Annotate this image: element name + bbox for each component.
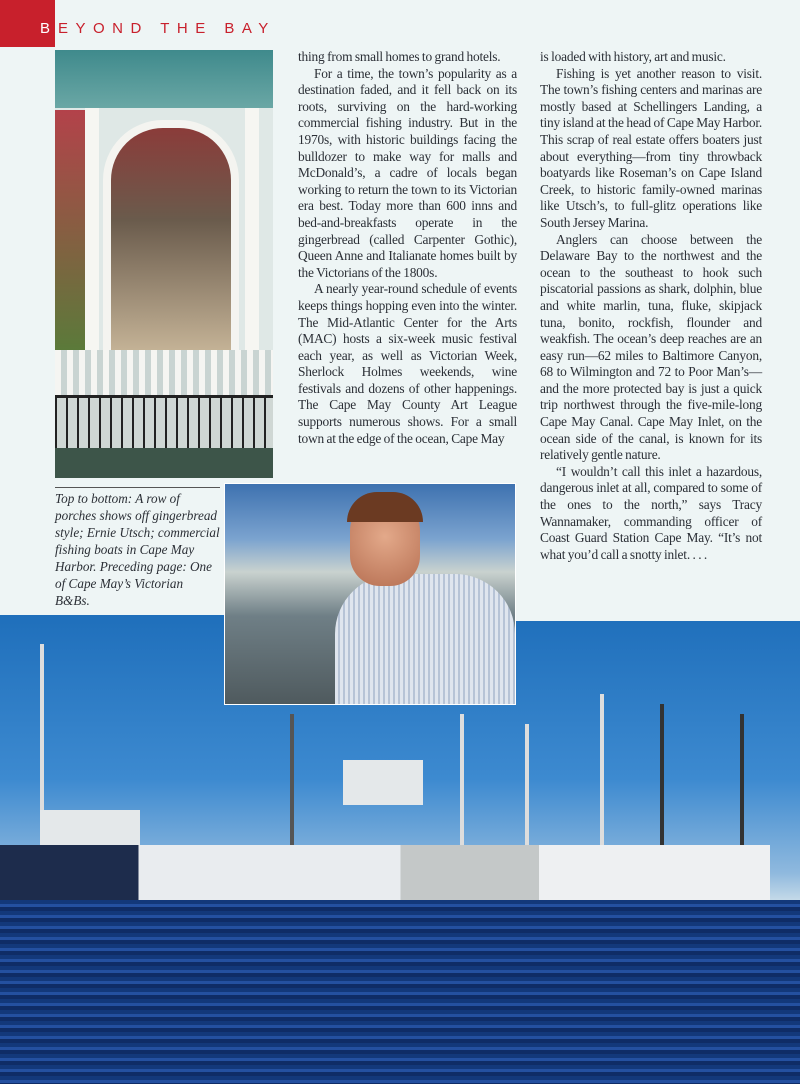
- portrait-photo: [224, 483, 516, 705]
- paragraph: thing from small homes to grand hotels.: [298, 49, 501, 64]
- paragraph: For a time, the town’s popularity as a destination faded, and it fell back on its roots, surviving on the hard-working commercial fishing industry. But in the 1970s, with historic buildings facing the bulldozer to make way for malls and McDonald’s, a cadre of locals began working to return the town to its Victorian era best. Today more than 600 inns and bed-and-breakfasts operate in the gingerbread (called Carpenter Gothic), Queen Anne and Italianate homes built by the Victorians of the 1800s.: [298, 65, 517, 280]
- photo-caption: Top to bottom: A row of porches shows off gingerbread style; Ernie Utsch; commercial fishing boats in Cape May Harbor. Preceding page: One of Cape May’s Victorian B&Bs.: [55, 487, 220, 609]
- paragraph: is loaded with history, art and music.: [540, 49, 726, 64]
- section-header-title: EYOND THE BAY: [58, 20, 276, 37]
- porch-photo: [55, 50, 273, 478]
- article-column-1: [298, 49, 517, 447]
- paragraph: “I wouldn’t call this inlet a hazardous, dangerous inlet at all, compared to some of the ones to the north,” says Tracy Wannamaker, commanding officer of Coast Guard Station Cape May. “It’s not what you’d call a snotty inlet. . . .: [540, 463, 762, 562]
- paragraph: Anglers can choose between the Delaware Bay to the northwest and the ocean to the southeast to hook such piscatorial passions as shark, dolphin, blue and white marlin, tuna, fluke, skipjack tuna, bonito, rockfish, flounder and weakfish. The ocean’s deep reaches are an easy run—62 miles to Baltimore Canyon, 68 to Wilmington and 72 to Poor Man’s—and the more protected bay is just a quick trip northwest through the five-mile-long Cape May Canal. Cape May Inlet, on the ocean side of the canal, is known for its relatively gentle nature.: [540, 231, 762, 463]
- article-column-2: [540, 49, 762, 563]
- paragraph: Fishing is yet another reason to visit. The town’s fishing centers and marinas are mostly based at Schellingers Landing, a tiny island at the head of Cape May Harbor. This scrap of real estate offers boaters just about everything—from tiny throwback boatyards like Roseman’s on Cape Island Creek, to historic family-owned marinas like Utsch’s, to full-glitz operations like South Jersey Marina.: [540, 65, 762, 230]
- section-header-initial: B: [40, 20, 57, 37]
- paragraph: A nearly year-round schedule of events keeps things hopping even into the winter. The Mid-Atlantic Center for the Arts (MAC) hosts a six-week music festival each year, as well as Victorian Week, Sherlock Holmes weekends, wine festivals and dozens of other happenings. The Cape May County Art League supports numerous shows. For a small town at the edge of the ocean, Cape May: [298, 281, 517, 446]
